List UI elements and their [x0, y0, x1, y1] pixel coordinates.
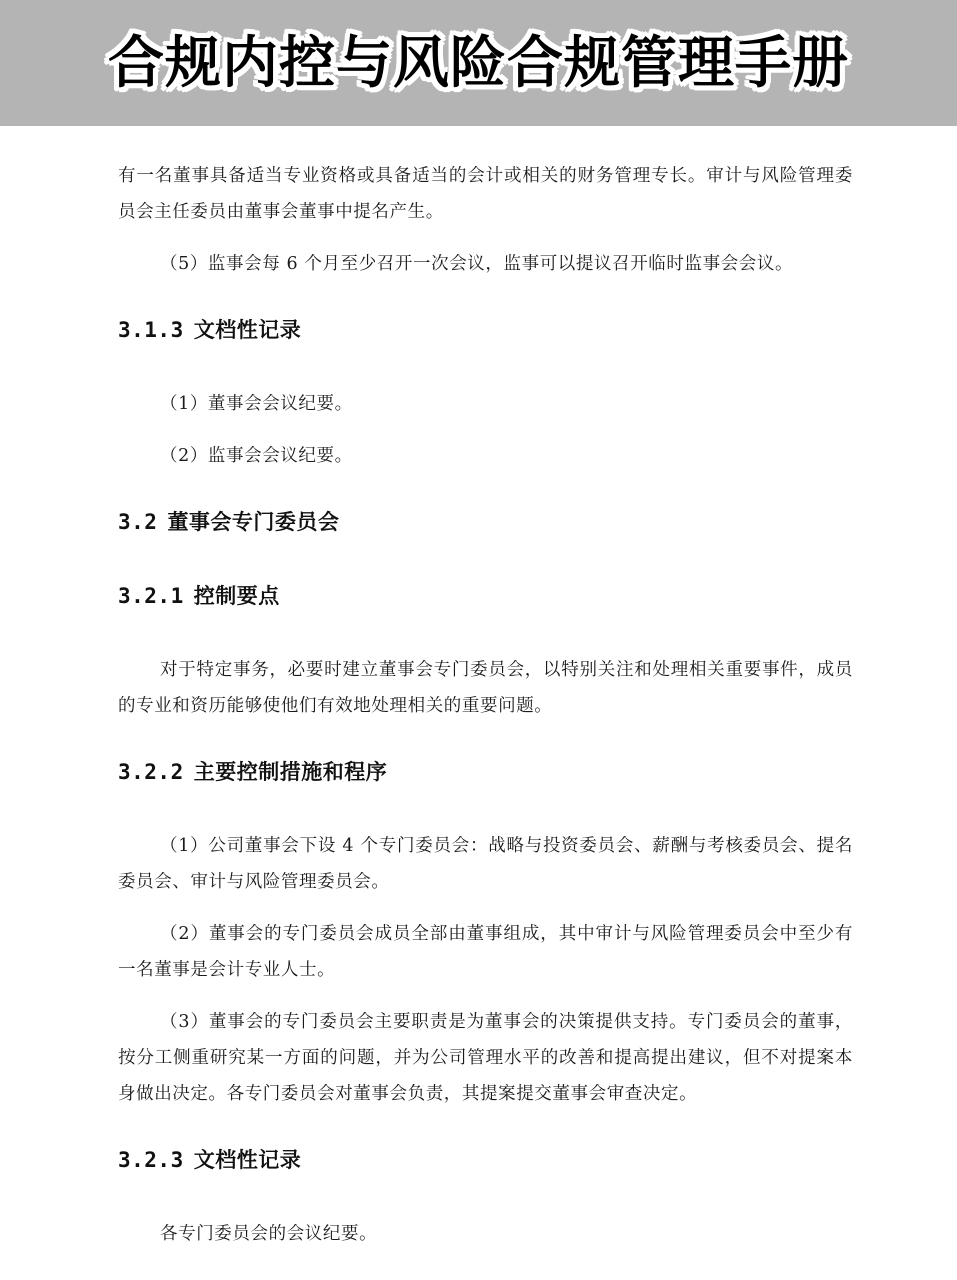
section-number: 3.1.3: [118, 318, 184, 342]
list-item: （1）董事会会议纪要。: [160, 394, 353, 414]
title-banner: [0, 0, 957, 126]
paragraph-control-points: 对于特定事务，必要时建立董事会专门委员会，以特别关注和处理相关重要事件，成员的专业和资历能够使他们有效地处理相关的重要问题。: [118, 660, 853, 716]
document-body: [118, 158, 853, 1252]
section-title: 文档性记录: [193, 318, 302, 342]
section-number: 3.2: [118, 510, 158, 534]
section-number: 3.2.1: [118, 584, 184, 608]
list-item: （3）董事会的专门委员会主要职责是为董事会的决策提供支持。专门委员会的董事，按分工侧重研究某一方面的问题，并为公司管理水平的改善和提高提出建议，但不对提案本身做出决定。各专门委员会对董事会负责，其提案提交董事会审查决定。: [118, 1012, 853, 1104]
heading-3-2-1: [118, 578, 853, 614]
heading-3-2-2: [118, 754, 853, 790]
section-title: 董事会专门委员会: [167, 510, 340, 534]
paragraph-intro: 有一名董事具备适当专业资格或具备适当的会计或相关的财务管理专长。审计与风险管理委员会主任委员由董事会董事中提名产生。: [118, 166, 853, 222]
section-title: 文档性记录: [193, 1148, 302, 1172]
section-number: 3.2.2: [118, 760, 184, 784]
heading-3-1-3: [118, 312, 853, 348]
section-title: 控制要点: [193, 584, 280, 608]
page-title: 合规内控与风险合规管理手册: [108, 31, 849, 96]
paragraph-committee-minutes: 各专门委员会的会议纪要。: [160, 1224, 378, 1244]
heading-3-2: [118, 504, 853, 540]
section-number: 3.2.3: [118, 1148, 184, 1172]
heading-3-2-3: [118, 1142, 853, 1178]
list-item: （2）监事会会议纪要。: [160, 446, 353, 466]
section-title: 主要控制措施和程序: [193, 760, 388, 784]
paragraph-supervisor-meetings: （5）监事会每 6 个月至少召开一次会议，监事可以提议召开临时监事会会议。: [160, 254, 794, 274]
list-item: （1）公司董事会下设 4 个专门委员会：战略与投资委员会、薪酬与考核委员会、提名委员会、审计与风险管理委员会。: [118, 836, 853, 892]
list-item: （2）董事会的专门委员会成员全部由董事组成，其中审计与风险管理委员会中至少有一名董事是会计专业人士。: [118, 924, 853, 980]
